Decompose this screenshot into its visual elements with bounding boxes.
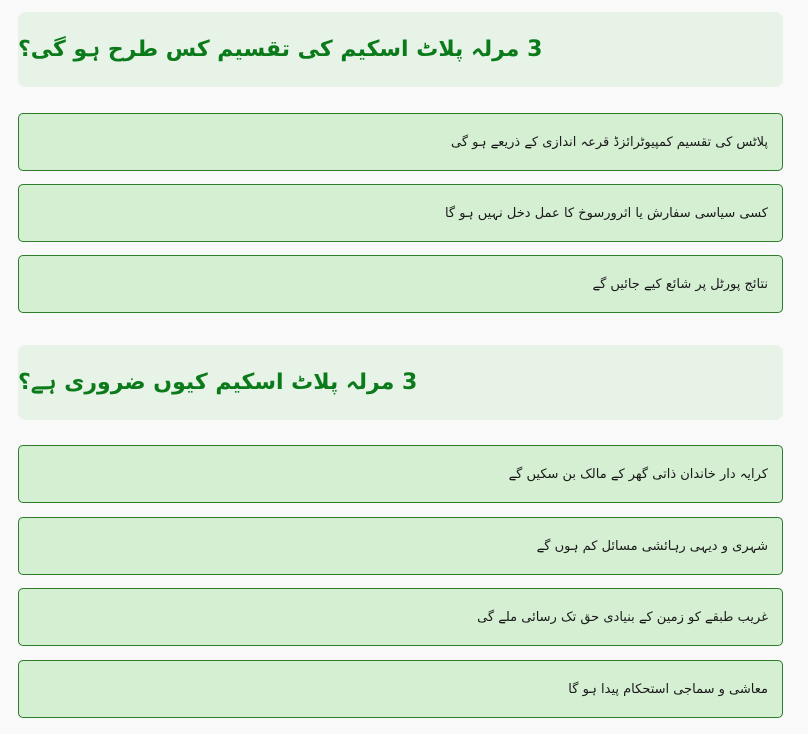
list-item	[18, 184, 783, 242]
list-item	[18, 660, 783, 718]
list-item-text: پلاٹس کی تقسیم کمپیوٹرائزڈ قرعہ اندازی کے ذریعے ہو گی	[450, 134, 768, 150]
section-heading-box	[18, 12, 783, 87]
list-item	[18, 517, 783, 575]
section-heading: 3 مرلہ پلاٹ اسکیم کی تقسیم کس طرح ہو گی؟	[18, 37, 543, 62]
list-item-text: معاشی و سماجی استحکام پیدا ہو گا	[568, 681, 768, 697]
section-heading: 3 مرلہ پلاٹ اسکیم کیوں ضروری ہے؟	[18, 370, 418, 395]
list-item-text: کرایہ دار خاندان ذاتی گھر کے مالک بن سکیں گے	[508, 466, 768, 482]
section-heading-box	[18, 345, 783, 420]
list-item	[18, 255, 783, 313]
list-item-text: کسی سیاسی سفارش یا اثرورسوخ کا عمل دخل نہیں ہو گا	[444, 205, 768, 221]
section-distribution	[18, 12, 783, 314]
list-item	[18, 445, 783, 503]
list-item	[18, 113, 783, 171]
list-item-text: شہری و دیہی رہائشی مسائل کم ہوں گے	[536, 538, 768, 554]
list-item	[18, 588, 783, 646]
list-item-text: نتائج پورٹل پر شائع کیے جائیں گے	[592, 276, 768, 292]
section-importance	[18, 345, 783, 720]
list-item-text: غریب طبقے کو زمین کے بنیادی حق تک رسائی ملے گی	[477, 609, 768, 625]
